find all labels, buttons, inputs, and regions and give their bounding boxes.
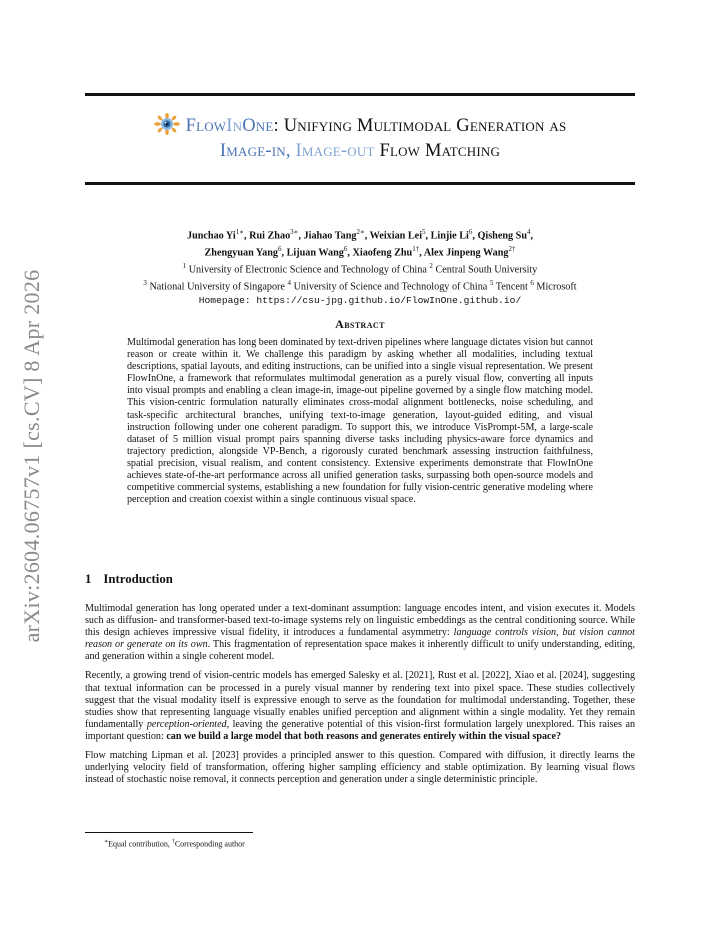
affiliation-mark: 3: [143, 278, 147, 287]
title-image-in: Image-in: [219, 141, 286, 161]
paragraph-text: . This fragmentation of representation space makes it inherently difficult to unify understanding, editing, and generation within a single coherent model.: [85, 639, 635, 663]
author-sep: ,: [472, 230, 478, 242]
affiliation-mark: 5: [489, 278, 494, 287]
emphasis-text: perception-oriented: [146, 718, 227, 730]
abstract-text: Multimodal generation has long been dominated by text-driven pipelines where language dictates vision but cannot reason or create within it. We challenge this paradigm by asking whether all modalities, including textual descriptions, spatial layouts, and editing instructions, can be unified into a single visual representation. We present FlowInOne, a framework that reformulates multimodal generation as a purely visual flow, converting all inputs into visual prompts and enabling a clean image-in, image-out pipeline governed by a single flow matching model. This vision-centric formulation naturally eliminates cross-modal alignment bottlenecks, noise scheduling, and task-specific architectural branches, unifying text-to-image generation, layout-guided editing, and visual instruction following under one coherent paradigm. To support this, we introduce VisPrompt-5M, a large-scale dataset of 5 million visual prompt pairs spanning diverse tasks including physics-aware force dynamics and trajectory prediction, alongside VP-Bench, a rigorously curated benchmark assessing instruction faithfulness, spatial precision, visual realism, and content consistency. Extensive experiments demonstrate that FlowInOne achieves state-of-the-art performance across all unified generation tasks, surpassing both open-source models and competitive commercial systems, establishing a new foundation for fully vision-centric generative modeling where perception and creation coexist within a single continuous visual space.: [127, 337, 593, 506]
author: Zhengyuan Yang: [204, 247, 279, 259]
section-title: Introduction: [103, 572, 173, 586]
affiliation: University of Electronic Science and Technology of China: [186, 264, 430, 276]
introduction-body: [85, 603, 635, 793]
title-line-1-rest: : Unifying Multimodal Generation as: [273, 116, 567, 136]
affiliation: Tencent: [493, 281, 531, 293]
footnote: [104, 838, 245, 849]
footnote-text: Equal contribution,: [108, 839, 172, 849]
title-image-out: Image-out: [295, 141, 375, 161]
title-brand-flow: Flow: [185, 116, 227, 136]
author-mark: 3∗: [290, 228, 299, 236]
affiliation: Central South University: [432, 264, 538, 276]
author-names-line-2: [85, 243, 635, 260]
title-line-2: [85, 139, 635, 164]
paragraph-1: [85, 603, 635, 663]
author: Lijuan Wang: [286, 247, 344, 259]
arxiv-stamp-text: arXiv:2604.06757v1 [cs.CV] 8 Apr 2026: [19, 269, 44, 643]
author-sep: ,: [419, 247, 424, 259]
title-top-rule: [85, 93, 635, 96]
author: Junchao Yi: [186, 230, 236, 242]
affiliations-line-2: [85, 277, 635, 294]
affiliation-mark: 4: [287, 278, 292, 287]
author-sep: ,: [425, 230, 431, 242]
footnote-mark: ∗: [104, 839, 109, 845]
title-line-2-rest: Flow Matching: [374, 141, 501, 161]
author-sep: ,: [364, 230, 370, 242]
author-sep: ,: [347, 247, 353, 259]
arxiv-identifier-stamp: [12, 266, 52, 646]
homepage-link[interactable]: Homepage: https://csu-jpg.github.io/FlowInOne.github.io/: [198, 295, 522, 306]
author: Qisheng Su: [477, 230, 527, 242]
author: Jiahao Tang: [303, 230, 357, 242]
author: Linjie Li: [430, 230, 469, 242]
affiliations-line-1: [85, 260, 635, 277]
paragraph-text: Recently, a growing trend of vision-centric models has emerged Salesky et al. [2021], Rust et al. [2022], Xiao et al. [2024], suggesting that textual information can be processed in a purely visual manner by rendering text into pixel space. These studies collectively suggest that the visual modality itself is expressive enough to serve as the foundation for multimodal understanding. Together, these studies show that representing language visually enables unified perception and alignment within a single modality. Yet they remain fundamentally: [85, 670, 635, 730]
footnote-rule: [85, 832, 253, 833]
footnote-mark: †: [171, 839, 175, 845]
author-block: [85, 226, 635, 294]
section-number: 1: [85, 572, 92, 586]
title-line-1: [85, 113, 635, 139]
author-sep: ,: [298, 230, 304, 242]
abstract-heading: Abstract: [335, 317, 385, 331]
title-separator: ,: [285, 141, 296, 161]
author-sep: ,: [281, 247, 287, 259]
affiliation-mark: 1: [182, 261, 187, 270]
key-question: can we build a large model that both reasons and generates entirely within the visual space?: [166, 730, 562, 742]
paragraph-text: , leaving the generative potential of this vision-first formulation largely unexplored. This raises an important question:: [85, 718, 635, 742]
author: Xiaofeng Zhu: [352, 247, 413, 259]
emphasis-text: language controls vision, but vision cannot reason or generate on its own: [85, 627, 635, 651]
author-mark: 6: [278, 244, 282, 253]
affiliation-mark: 2: [429, 261, 433, 270]
paper-title: [85, 113, 635, 164]
title-brand-in: In: [226, 116, 243, 136]
author-sep: ,: [530, 230, 534, 242]
affiliation: University of Science and Technology of China: [291, 281, 490, 293]
author: Weixian Lei: [369, 230, 423, 242]
author-sep: ,: [244, 230, 250, 242]
author: Rui Zhao: [249, 230, 291, 242]
author-mark: 6: [468, 228, 473, 236]
affiliation: National University of Singapore: [146, 281, 288, 293]
paragraph-3: Flow matching Lipman et al. [2023] provides a principled answer to this question. Compared with diffusion, it directly learns the underlying velocity field of transformation, offering higher sampling efficiency and stable optimization. By learning visual flows instead of stochastic noise removal, it connects perception and generation under a single deterministic principle.: [85, 750, 635, 786]
affiliation-mark: 6: [530, 278, 534, 287]
author-mark: 5: [422, 228, 426, 236]
author-mark: 2∗: [356, 228, 365, 236]
author-mark: 6: [343, 244, 348, 253]
title-brand-one: One: [242, 116, 274, 136]
author: Alex Jinpeng Wang: [423, 247, 509, 259]
author-mark: 1†: [412, 244, 420, 253]
author-mark: 2†: [508, 244, 516, 253]
footnote-text: Corresponding author: [174, 839, 245, 849]
author-mark: 4: [526, 228, 531, 236]
title-bottom-rule: [85, 182, 635, 185]
author-mark: 1∗: [235, 228, 245, 236]
affiliation: Microsoft: [533, 281, 577, 293]
section-heading-introduction: [85, 572, 173, 587]
paragraph-text: Multimodal generation has long operated under a text-dominant assumption: language encodes intent, and vision executes it. Models such as diffusion- and transformer-based text-to-image systems rely on linguistic embeddings as the central conditioning source. While this design achieves impressive visual fidelity, it introduces a fundamental asymmetry:: [85, 603, 635, 639]
sunflower-eye-logo-icon: [154, 113, 180, 135]
paragraph-2: [85, 670, 635, 743]
author-names-line-1: [85, 226, 635, 243]
